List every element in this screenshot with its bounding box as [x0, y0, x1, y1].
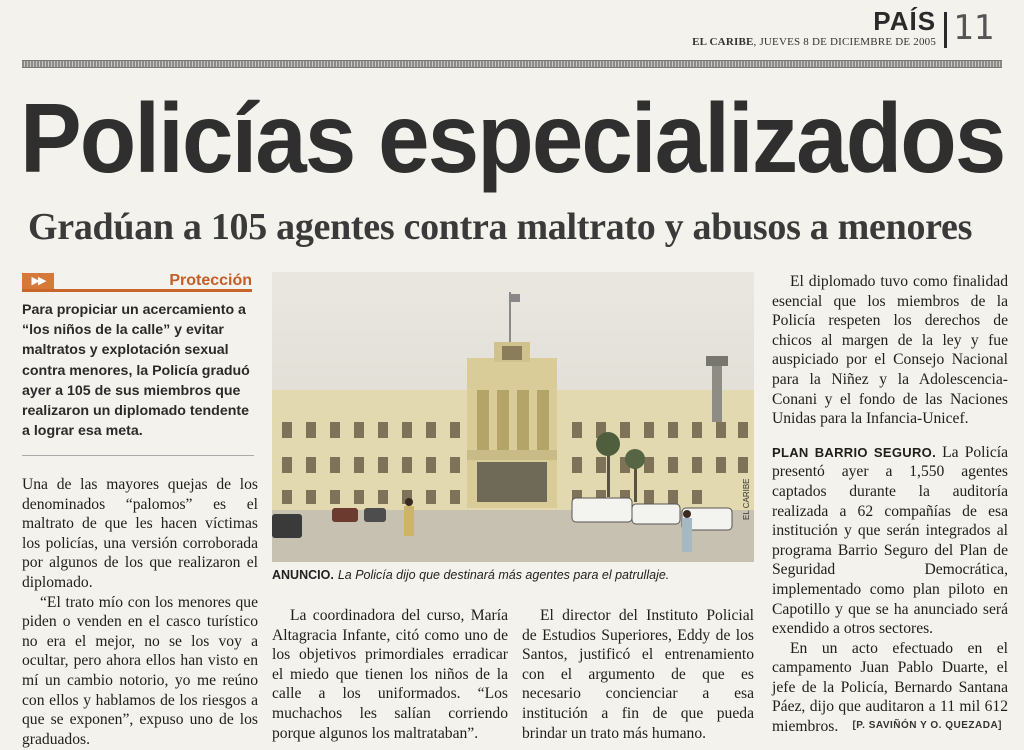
paragraph: El diplomado tuvo como finalidad esencial que los miembros de la Policía respeten los derechos de chicos al margen de la ley y fue auspiciado por el Consejo Nacional para la Niñez y la Adolescencia-Conani y el fondo de las Naciones Unidas para la Infancia-Unicef. — [772, 273, 1008, 428]
paragraph: El director del Instituto Policial de Estudios Superiores, Eddy de los Santos, justificó el entrenamiento con el argumento de que es necesario concienciar a esa institución a fin de que pueda brindar un trato más humano. — [522, 607, 754, 742]
news-photo — [272, 272, 754, 562]
topic-tag — [22, 272, 252, 292]
photo-credit: EL CARIBE — [742, 478, 751, 520]
subsection-lead-in: PLAN BARRIO SEGURO. — [772, 444, 936, 460]
paper-name: EL CARIBE — [692, 36, 754, 48]
paragraph — [772, 443, 1008, 639]
caption-label: ANUNCIO. — [272, 568, 334, 582]
paragraph: La coordinadora del curso, María Altagracia Infante, citó como uno de los objetivos primordiales erradicar el miedo que tienen los niños de la calle a los uniformados. “Los muchachos les salían corriendo porque algunos los maltrataban”. — [272, 607, 508, 742]
article-column-4 — [772, 272, 1008, 737]
article-column-2 — [272, 606, 508, 743]
byline: [P. SAVIÑÓN Y O. QUEZADA] — [852, 720, 1002, 731]
paragraph: En un acto efectuado en el campamento Juan Pablo Duarte, el jefe de la Policía, Bernardo Santana Páez, dijo que auditaron a 11 mil 612 miembros. — [772, 639, 1008, 736]
paragraph: Una de las mayores quejas de los denominados “palomos” es el maltrato de que les hacen víctimas los policías, una versión corroborada por algunos de los que realizaron el diplomado. — [22, 476, 258, 591]
police-headquarters-image — [272, 272, 754, 562]
paragraph: “El trato mío con los menores que piden o venden en el casco turístico no era el mejor, no se los voy a ocultar, pero ahora ellos han visto en mí un cambio notorio, yo me reúno con ellos y hablamos de los riesgos a que se exponen”, expuso uno de los graduados. — [22, 593, 258, 748]
subheadline: Gradúan a 105 agentes contra maltrato y abusos a menores — [28, 206, 973, 248]
paragraph-text: La Policía presentó ayer a 1,550 agentes captados durante la auditoría realizada a 62 compañías de esa institución y que serán integrados al programa Barrio Seguro del Plan de Seguridad Democrática, implementado como plan piloto en Capotillo y que se ha anunciado será exendido a otros sectores. — [772, 443, 1009, 638]
issue-date: JUEVES 8 DE DICIEMBRE DE 2005 — [759, 36, 937, 48]
lead-divider — [22, 455, 254, 456]
double-arrow-icon: ▶▶ — [22, 273, 54, 289]
section-header — [692, 8, 994, 48]
caption-text: La Policía dijo que destinará más agentes para el patrullaje. — [337, 568, 670, 582]
header-divider — [944, 12, 947, 48]
topic-label: Protección — [169, 271, 252, 289]
lead-paragraph: Para propiciar un acercamiento a “los niños de la calle” y evitar maltratos y explotación sexual contra menores, la Policía graduó ayer a 105 de sus miembros que realizaron un diplomado tendente a lograr esa meta. — [22, 302, 250, 440]
top-rule — [22, 60, 1002, 68]
article-column-1 — [22, 475, 258, 749]
dateline: EL CARIBE, JUEVES 8 DE DICIEMBRE DE 2005 — [692, 36, 937, 48]
section-name: PAÍS — [873, 6, 937, 36]
headline: Policías especializados — [20, 83, 1005, 193]
page-number: 11 — [953, 8, 994, 48]
article-column-3 — [522, 606, 754, 743]
photo-caption — [272, 568, 754, 582]
